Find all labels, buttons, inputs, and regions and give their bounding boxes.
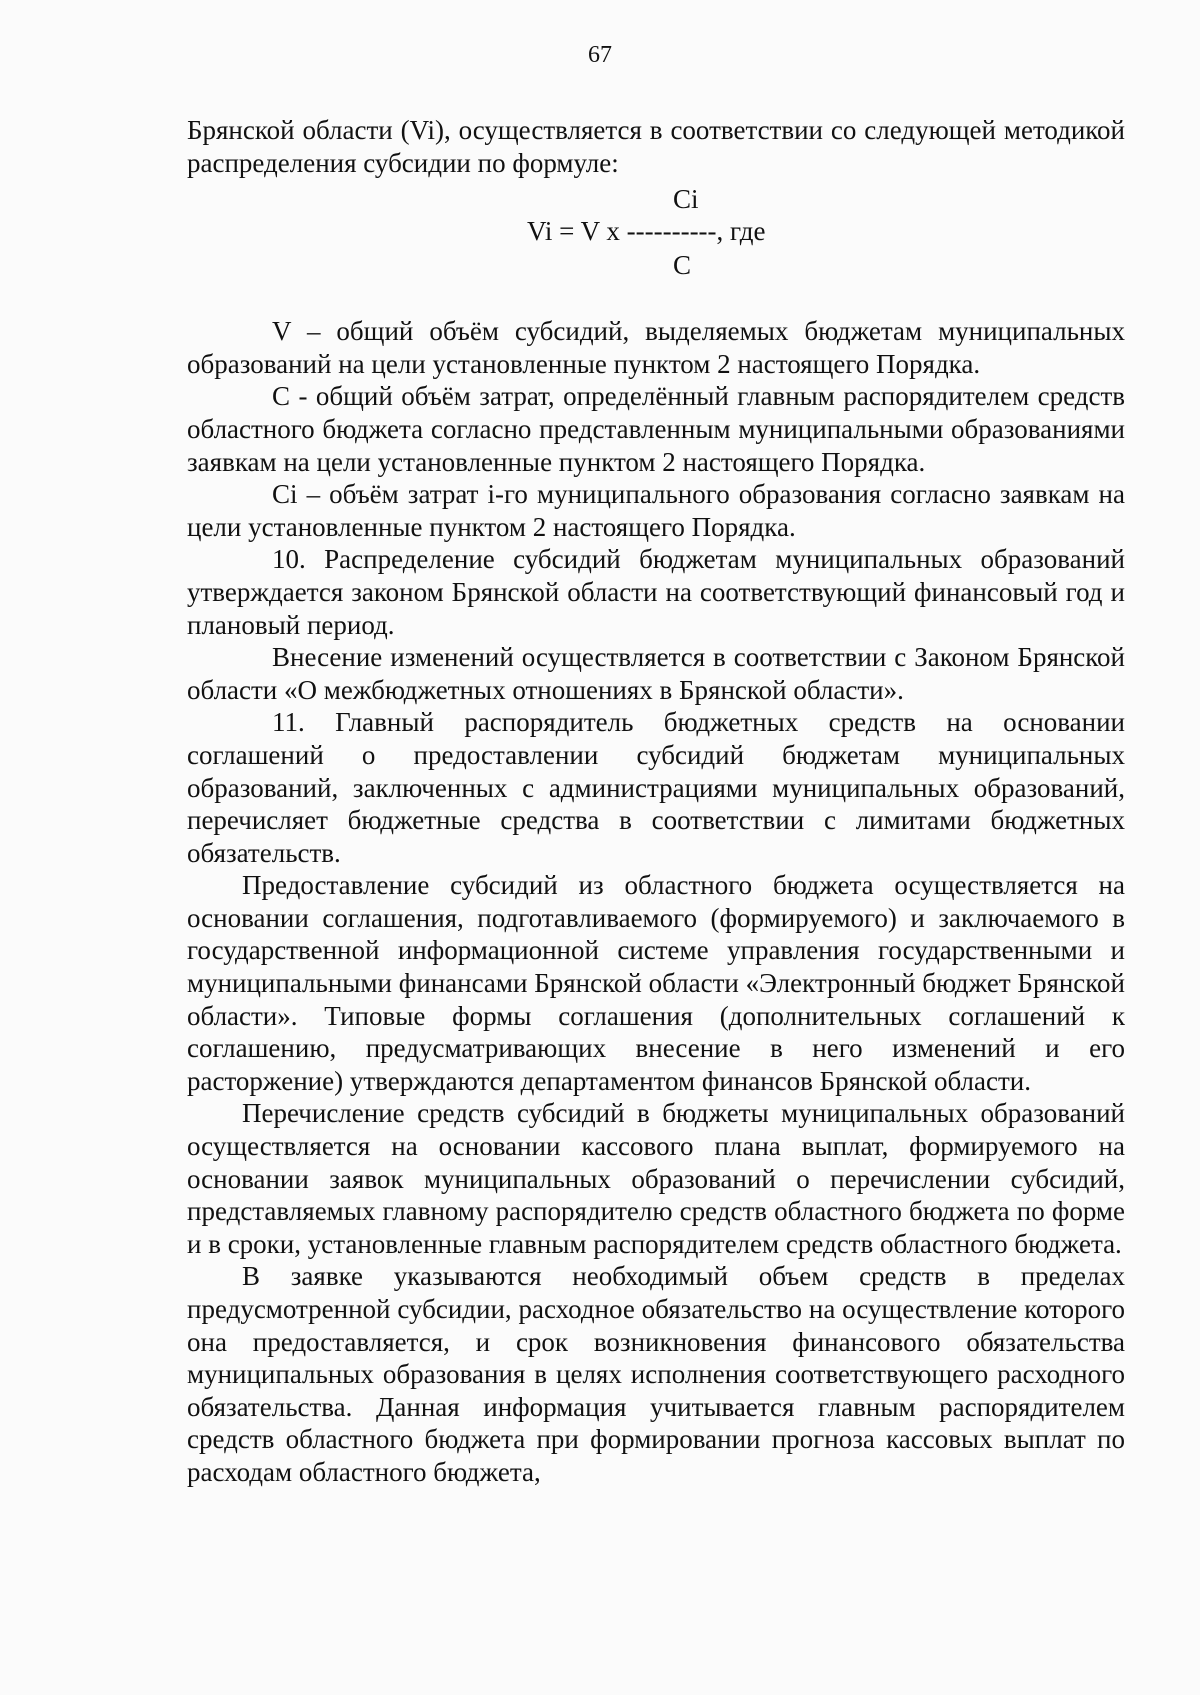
- amendment-paragraph: Внесение изменений осуществляется в соответствии с Законом Брянской области «О межбюджетных отношениях в Брянской области».: [187, 642, 1125, 705]
- transfer-paragraph: Перечисление средств субсидий в бюджеты муниципальных образований осуществляется на основании кассового плана выплат, формируемого на основании заявок муниципальных образований о перечислении субсидий, представляемых главному распорядителю средств областного бюджета по форме и в сроки, установленные главным распорядителем средств областного бюджета.: [187, 1098, 1125, 1259]
- definition-ci: Ci – объём затрат i-го муниципального образования согласно заявкам на цели установленные пунктом 2 настоящего Порядка.: [187, 479, 1125, 542]
- formula-main-line: Vi = V x ----------, где: [527, 216, 766, 247]
- document-body: [187, 114, 1125, 1489]
- page-number: 67: [588, 42, 612, 68]
- formula-numerator: Ci: [673, 184, 699, 215]
- clause-10: 10. Распределение субсидий бюджетам муниципальных образований утверждается законом Брянской области на соответствующий финансовый год и плановый период.: [187, 544, 1125, 640]
- formula-denominator: C: [673, 250, 692, 281]
- clause-11: 11. Главный распорядитель бюджетных средств на основании соглашений о предоставлении субсидий бюджетам муниципальных образований, заключенных с администрациями муниципальных образований, перечисляет бюджетные средства в соответствии с лимитами бюджетных обязательств.: [187, 707, 1125, 868]
- application-paragraph: В заявке указываются необходимый объем средств в пределах предусмотренной субсидии, расходное обязательство на осуществление которого она предоставляется, и срок возникновения финансового обязательства муниципальных образования в целях исполнения соответствующего расходного обязательства. Данная информация учитывается главным распорядителем средств областного бюджета при формировании прогноза кассовых выплат по расходам областного бюджета,: [187, 1261, 1125, 1487]
- provision-paragraph: Предоставление субсидий из областного бюджета осуществляется на основании соглашения, подготавливаемого (формируемого) и заключаемого в государственной информационной системе управления государственными и муниципальными финансами Брянской области «Электронный бюджет Брянской области». Типовые формы соглашения (дополнительных соглашений к соглашению, предусматривающих внесение в него изменений и его расторжение) утверждаются департаментом финансов Брянской области.: [187, 870, 1125, 1096]
- definition-v: V – общий объём субсидий, выделяемых бюджетам муниципальных образований на цели установленные пунктом 2 настоящего Порядка.: [187, 316, 1125, 379]
- intro-paragraph: Брянской области (Vi), осуществляется в соответствии со следующей методикой распределения субсидии по формуле:: [187, 115, 1125, 178]
- definition-c: С - общий объём затрат, определённый главным распорядителем средств областного бюджета согласно представленным муниципальными образованиями заявкам на цели установленные пунктом 2 настоящего Порядка.: [187, 381, 1125, 477]
- distribution-formula: [187, 183, 1125, 301]
